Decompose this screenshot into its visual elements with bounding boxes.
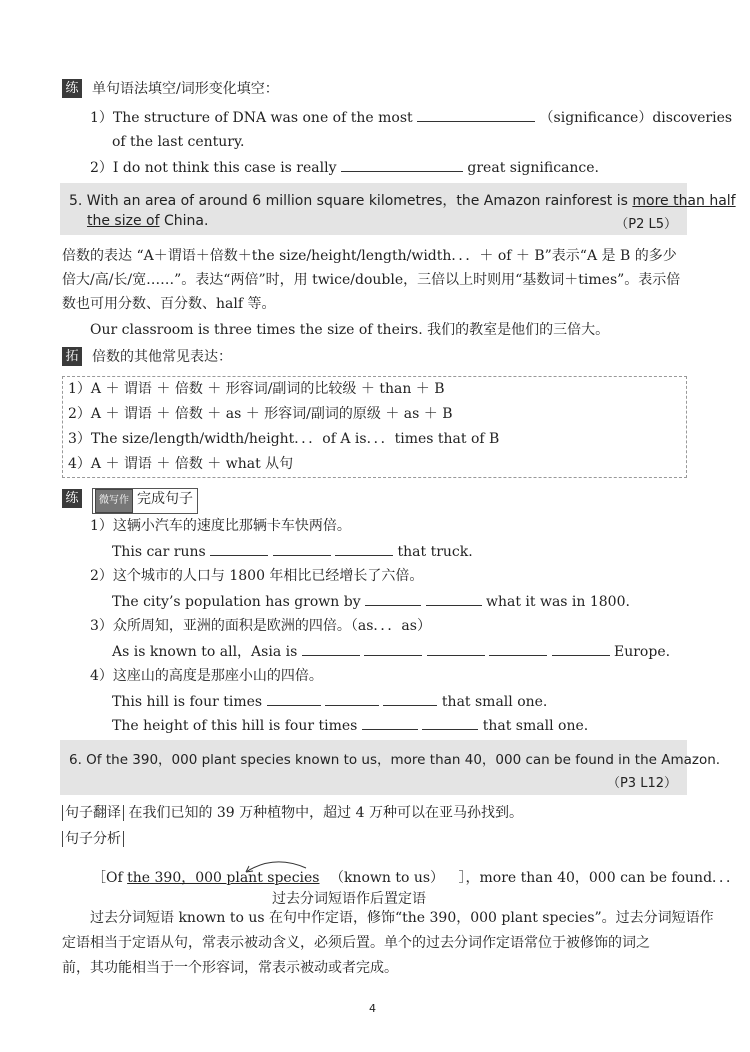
answer-blank[interactable] — [341, 157, 463, 172]
answer-blank[interactable] — [365, 591, 421, 606]
answer-blank[interactable] — [489, 641, 547, 656]
exercise-title: 单句语法填空/词形变化填空： — [92, 81, 279, 97]
grammar-paragraph: 倍大/高/长/宽……”。表达“两倍”时，用 twice/double，三倍以上时则用“基数词＋times”。表示倍 — [62, 272, 681, 288]
answer-blank[interactable] — [364, 641, 422, 656]
source-reference: （P3 L12） — [606, 776, 677, 791]
answer-blank[interactable] — [302, 641, 360, 656]
extension-item: 4）A ＋ 谓语 ＋ 倍数 ＋ what 从句 — [68, 456, 294, 472]
micro-writing-badge: 微写作 — [95, 489, 133, 513]
answer-blank[interactable] — [383, 691, 437, 706]
translation-text: 在我们已知的 39 万种植物中，超过 4 万种可以在亚马孙找到。 — [128, 805, 523, 821]
question-chinese: 3）众所周知，亚洲的面积是欧洲的四倍。（as．．．as） — [90, 618, 431, 634]
source-reference: （P2 L5） — [615, 217, 677, 232]
answer-blank[interactable] — [273, 541, 331, 556]
answer-blank[interactable] — [267, 691, 321, 706]
question-english: This car runs that truck. — [112, 541, 473, 562]
explanation-paragraph: 前，其功能相当于一个形容词，常表示被动或者完成。 — [62, 960, 398, 976]
example-sentence: Our classroom is three times the size of theirs. 我们的教室是他们的三倍大。 — [90, 322, 610, 338]
analysis-label: 句子分析 — [62, 831, 124, 847]
question-chinese: 4）这座山的高度是那座小山的四倍。 — [90, 668, 323, 684]
answer-blank[interactable] — [325, 691, 379, 706]
explanation-paragraph: 定语相当于定语从句，常表示被动含义，必须后置。单个的过去分词作定语常位于被修饰的词之 — [62, 935, 650, 951]
micro-writing-header: 微写作 完成句子 — [92, 488, 198, 514]
exercise-item: 2）I do not think this case is really great significance. — [90, 157, 599, 178]
translation-row — [62, 803, 523, 823]
answer-blank[interactable] — [552, 641, 610, 656]
answer-blank[interactable] — [210, 541, 268, 556]
practice-tag: 练 — [62, 79, 82, 98]
answer-blank[interactable] — [417, 107, 535, 122]
question-english: The city’s population has grown by what it was in 1800. — [112, 591, 630, 612]
question-english: The height of this hill is four times that small one. — [112, 715, 588, 736]
explanation-paragraph: 过去分词短语 known to us 在句中作定语，修饰“the 390，000 plant species”。过去分词短语作 — [90, 910, 714, 926]
participle-modifier: （known to us） — [329, 870, 445, 886]
grammar-paragraph: 倍数的表达 “A＋谓语＋倍数＋the size/height/length/width．．．＋ of ＋ B”表示“A 是 B 的多少 — [62, 248, 677, 264]
exercise-item-continuation: of the last century. — [112, 134, 245, 150]
question-chinese: 2）这个城市的人口与 1800 年相比已经增长了六倍。 — [90, 568, 424, 584]
answer-blank[interactable] — [422, 715, 478, 730]
practice-tag: 练 — [62, 489, 82, 508]
extension-item: 1）A ＋ 谓语 ＋ 倍数 ＋ 形容词/副词的比较级 ＋ than ＋ B — [68, 381, 445, 397]
grammar-paragraph: 数也可用分数、百分数、half 等。 — [62, 296, 276, 312]
key-sentence-5: 5. With an area of around 6 million square kilometres，the Amazon rainforest is more than half the size of China. （P2 L5） — [60, 183, 687, 235]
key-sentence-6: 6. Of the 390，000 plant species known to us，more than 40，000 can be found in the Amazon. （P3 L12） — [60, 740, 687, 795]
question-english: As is known to all，Asia is Europe. — [112, 641, 670, 662]
question-chinese: 1）这辆小汽车的速度比那辆卡车快两倍。 — [90, 518, 351, 534]
answer-blank[interactable] — [426, 591, 482, 606]
page-number: 4 — [369, 1002, 376, 1015]
structure-note: 过去分词短语作后置定语 — [272, 891, 426, 907]
extension-item: 2）A ＋ 谓语 ＋ 倍数 ＋ as ＋ 形容词/副词的原级 ＋ as ＋ B — [68, 406, 453, 422]
answer-blank[interactable] — [335, 541, 393, 556]
question-english: This hill is four times that small one. — [112, 691, 547, 712]
extension-item: 3）The size/length/width/height．．．of A is．．．times that of B — [68, 431, 500, 447]
answer-blank[interactable] — [427, 641, 485, 656]
exercise-item: 1）The structure of DNA was one of the most （significance）discoveries — [90, 107, 732, 128]
extension-title: 倍数的其他常见表达： — [92, 349, 232, 365]
translation-label: 句子翻译 — [62, 805, 124, 821]
extension-tag: 拓 — [62, 347, 82, 366]
modified-noun-phrase: the 390，000 plant species — [127, 870, 320, 886]
answer-blank[interactable] — [362, 715, 418, 730]
sentence-structure: ［Of the 390，000 plant species （known to us） ］，more than 40，000 can be found．．． — [92, 870, 741, 886]
analysis-row — [62, 829, 124, 849]
